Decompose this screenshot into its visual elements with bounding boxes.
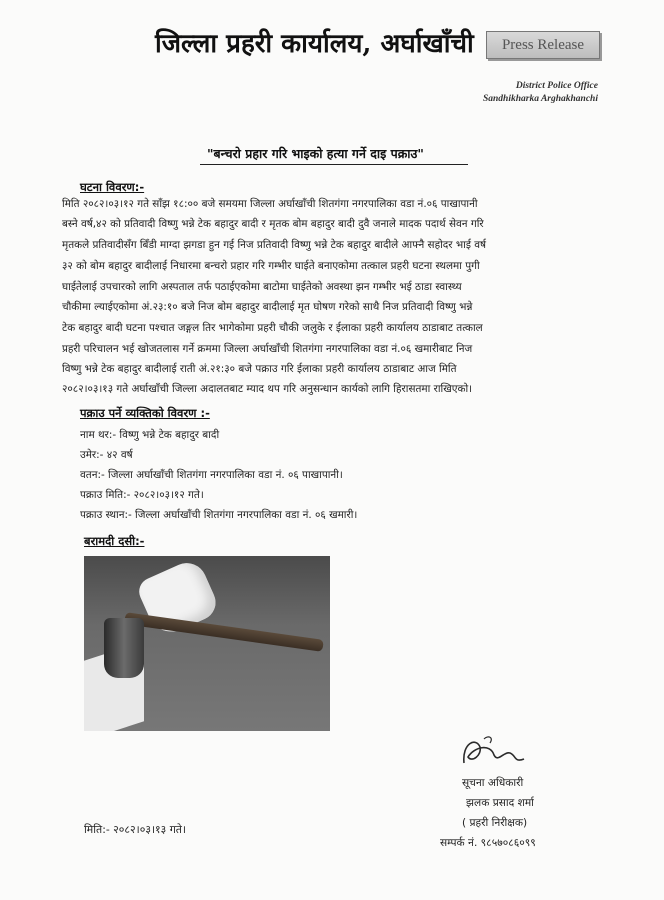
headline-underline [200,164,468,165]
axe-handle [124,612,324,652]
news-headline: "बन्चरो प्रहार गरि भाइको हत्या गर्ने दाइ पक्राउ" [207,146,424,161]
arrested-age: उमेर:- ४२ वर्ष [80,449,133,461]
arrested-name: नाम थर:- विष्णु भन्ने टेक बहादुर बादी [80,429,220,441]
signatory-name: झलक प्रसाद शर्मा [466,797,534,809]
office-name-english: District Police Office [515,81,598,91]
incident-line: २०८२।०३।१३ गते अर्घाखाँची जिल्ला अदालतबाट म्याद थप गरि अनुसन्धान कार्यको लागि हिरासतमा राखिएको। [62,383,473,395]
incident-line: घाईतेलाई उपचारको लागि अस्पताल तर्फ पठाईएकोमा बाटोमा घाईतेको अवस्था झन गम्भीर भई ठाडा स्वास्थ्य [62,281,462,293]
incident-line: बस्ने वर्ष,४२ को प्रतिवादी विष्णु भन्ने टेक बहादुर बादी र मृतक बोम बहादुर बादी दुवै जनाले मादक पदार्थ सेवन गरि [62,218,484,230]
signatory-rank: ( प्रहरी निरीक्षक) [462,817,528,829]
incident-line: मृतकले प्रतिवादीसँग बिँडी माग्दा झगडा हुन गई निज प्रतिवादी विष्णु भन्ने टेक बहादुर बादीले आफ्नै सहोदर भाई वर्ष [62,239,487,251]
arrest-place: पक्राउ स्थान:- जिल्ला अर्घाखाँची शितगंगा नगरपालिका वडा नं. ०६ खमारी। [80,509,358,521]
incident-line: प्रहरी परिचालन भई खोजतलास गर्ने क्रममा जिल्ला अर्घाखाँची शितगंगा नगरपालिका वडा नं.०६ खमारीबाट निज [62,343,473,355]
arrested-person-heading: पक्राउ पर्ने व्यक्तिको विवरण :- [80,406,210,420]
axe-blade [104,618,144,678]
issue-date: मिति:- २०८२।०३।१३ गते। [84,823,187,836]
signatory-contact: सम्पर्क नं. ९८५७०८६०९९ [440,837,536,849]
signatory-title: सूचना अधिकारी [462,777,524,789]
office-title: जिल्ला प्रहरी कार्यालय, अर्घाखाँची [155,29,474,59]
incident-line: ३२ को बोम बहादुर बादीलाई निधारमा बन्चरो प्रहार गरि गम्भीर घाईते बनाएकोमा तत्काल प्रहरी घटना स्थलमा पुगी [62,260,480,272]
signature-image [454,733,534,775]
incident-line: टेक बहादुर बादी घटना पश्चात जङ्गल तिर भागेकोमा प्रहरी चौकी जलुके र ईलाका प्रहरी कार्यालय ठाडाबाट तत्काल [62,322,483,334]
press-release-badge: Press Release [486,31,600,59]
incident-line: विष्णु भन्ने टेक बहादुर बादीलाई राती अं.२१:३० बजे पक्राउ गरि ईलाका प्रहरी कार्यालय ठाडाबाट आज मिति [62,363,457,375]
evidence-axe-photo [84,556,330,731]
incident-line: चौकीमा ल्याईएकोमा अं.२३:१० बजे निज बोम बहादुर बादीलाई मृत घोषण गरेको साथै निज प्रतिवादी विष्णु भन्ने [62,301,473,313]
arrest-date: पक्राउ मिति:- २०८२।०३।१२ गते। [80,489,204,501]
office-location-english: Sandhikharka Arghakhanchi [482,94,598,104]
recovered-evidence-heading: बरामदी दसी:- [84,534,145,548]
arrested-address: वतन:- जिल्ला अर्घाखाँची शितगंगा नगरपालिका वडा नं. ०६ पाखापानी। [80,469,343,481]
incident-line: मिति २०८२।०३।१२ गते साँझ १८:०० बजे समयमा जिल्ला अर्घाखाँची शितगंगा नगरपालिका वडा नं.०६ पाखापानी [62,198,478,210]
incident-heading: घटना विवरण:- [80,180,145,194]
